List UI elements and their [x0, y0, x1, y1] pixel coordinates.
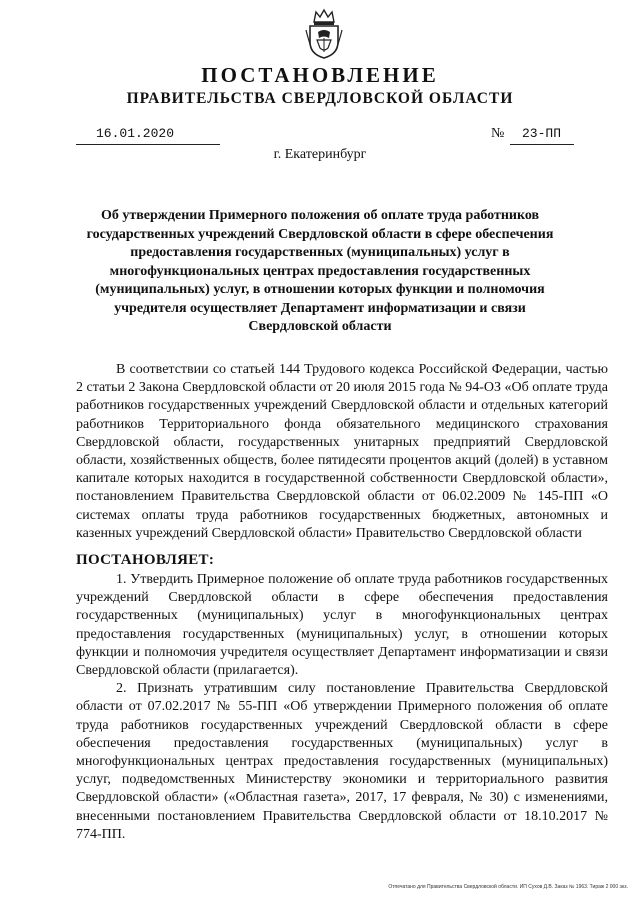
number-sign: №	[491, 126, 505, 141]
preamble-paragraph: В соответствии со статьей 144 Трудового кодекса Российской Федерации, частью 2 статьи 2 Закона Свердловской области от 20 июля 2015 года № 94-ОЗ «Об оплате труда работников государственных учреждений Свердловской области и отдельных категорий работников Территориального фонда обязательного медицинского страхования Свердловской области, государственных унитарных предприятий Свердловской области, хозяйственных обществ, более пятидесяти процентов акций (долей) в уставном капитале которых находится в государственной собственности Свердловской области», постановлением Правительства Свердловской области от 06.02.2009 № 145-ПП «О системах оплаты труда работников государственных бюджетных, автономных и казенных учреждений Свердловской области» Правительство Свердловской области	[76, 362, 608, 541]
item-paragraph: 1. Утвердить Примерное положение об оплате труда работников государственных учреждений Свердловской области в сфере обеспечения предоставления государственных (муниципальных) услуг в многофункциональных центрах предоставления государственных (муниципальных) услуг, в отношении которых функции и полномочия учредителя осуществляет Департамент информатизации и связи Свердловской области (прилагается).	[76, 572, 608, 679]
document-type-heading: ПОСТАНОВЛЕНИЕ	[201, 63, 439, 87]
document-number: 23-ПП	[522, 126, 562, 141]
preamble-block	[76, 361, 608, 543]
print-footer: Отпечатано для Правительства Свердловской области. ИП Сухов Д.В. Заказ № 1963. Тираж 2 000 экз.	[388, 884, 628, 890]
document-title: Об утверждении Примерного положения об оплате труда работников государственных учреждений Свердловской области в сфере обеспечения предоставления государственных (муниципальных) услуг в многофункциональных центрах предоставления государственных (муниципальных) услуг, в отношении которых функции и полномочия учредителя осуществляет Департамент информатизации и связи Свердловской области	[86, 208, 554, 334]
item-paragraph: 2. Признать утратившим силу постановление Правительства Свердловской области от 07.02.2017 № 55-ПП «Об утверждении Примерного положения об оплате труда работников государственных учреждений Свердловской области в сфере обеспечения предоставления государственных (муниципальных) услуг в многофункциональных центрах предоставления государственных (муниципальных) услуг, подведомственных Министерству экономики и территориального развития Свердловской области» («Областная газета», 2017, 17 февраля, № 30) с изменениями, внесенными постановлением Правительства Свердловской области от 18.10.2017 № 774-ПП.	[76, 681, 608, 842]
items-block	[76, 571, 608, 844]
city-line: г. Екатеринбург	[273, 147, 367, 162]
coat-of-arms-icon	[304, 8, 344, 60]
document-date: 16.01.2020	[96, 126, 175, 141]
issuer-heading: ПРАВИТЕЛЬСТВА СВЕРДЛОВСКОЙ ОБЛАСТИ	[126, 90, 514, 107]
resolves-heading: ПОСТАНОВЛЯЕТ:	[76, 552, 215, 568]
